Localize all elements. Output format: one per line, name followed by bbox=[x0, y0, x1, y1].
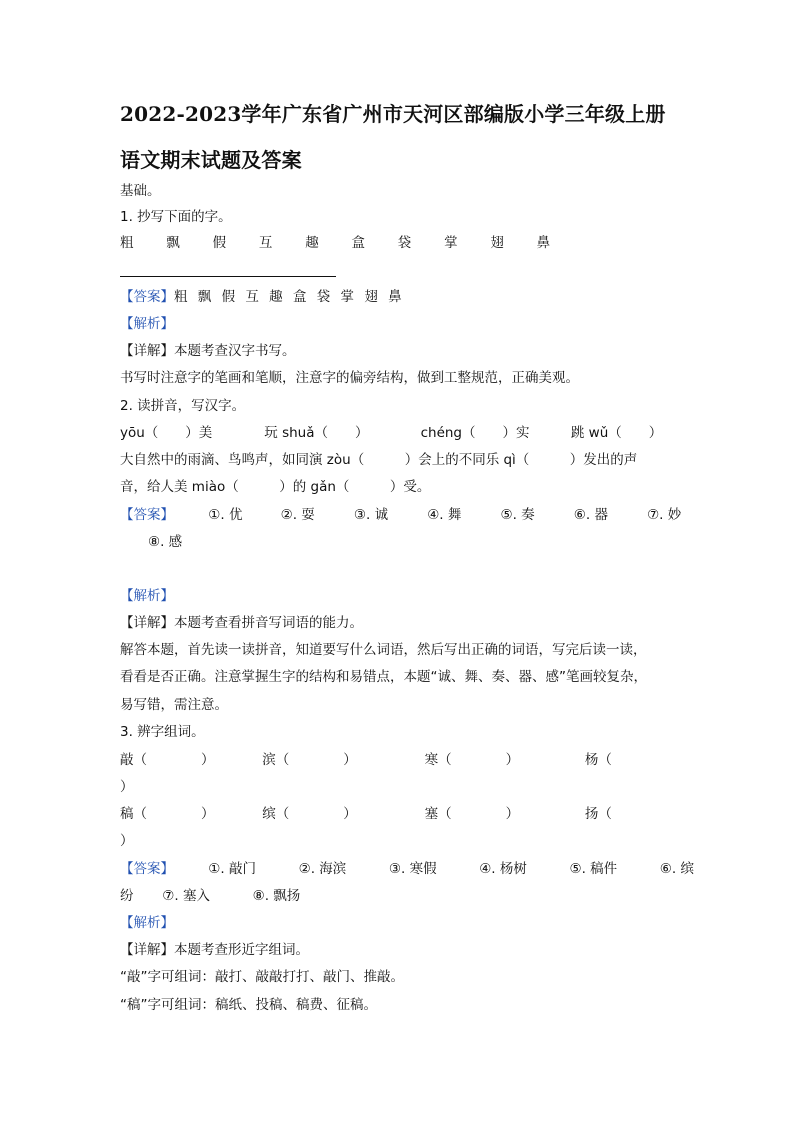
q2-answer-item: ⑤. 奏 bbox=[500, 507, 535, 523]
q1-prompt: 1. 抄写下面的字。 bbox=[120, 209, 232, 225]
q3-words-1: “敲”字可组词：敲打、敲敲打打、敲门、推敲。 bbox=[120, 969, 404, 985]
q3-item: 寒（ ） bbox=[424, 752, 520, 768]
q1-analysis-tag: 【解析】 bbox=[120, 316, 174, 332]
q3-detail: 【详解】本题考查形近字组词。 bbox=[120, 942, 309, 958]
q2-answer-item: ③. 诚 bbox=[353, 507, 389, 523]
q2-item: yōu（ ）美 bbox=[120, 425, 213, 441]
q2-item: 跳 wǔ（ ） bbox=[570, 425, 663, 441]
q3-item: 塞（ ） bbox=[424, 806, 520, 822]
q2-answer-last: ⑧. 感 bbox=[148, 534, 183, 550]
detail-tag: 【详解】 bbox=[120, 615, 174, 631]
q3-row2-end: ） bbox=[120, 833, 134, 849]
q3-prompt: 3. 辨字组词。 bbox=[120, 724, 205, 740]
q1-char: 翅 bbox=[490, 235, 504, 251]
q3-answer-item: 纷 bbox=[120, 888, 134, 904]
q3-answer-item: ①. 敲门 bbox=[208, 861, 256, 877]
q3-answer bbox=[120, 859, 694, 879]
q1-char: 鼻 bbox=[536, 235, 551, 251]
q3-answer-item: ⑥. 缤 bbox=[659, 861, 694, 877]
q1-char: 飘 bbox=[166, 235, 180, 251]
q1-char: 趣 bbox=[305, 235, 319, 251]
q1-char: 粗 bbox=[120, 235, 134, 251]
doc-title-line2: 语文期末试题及答案 bbox=[120, 148, 302, 172]
answer-tag: 【答案】 bbox=[120, 861, 174, 877]
q2-answer-item: ①. 优 bbox=[208, 507, 243, 523]
q2-analysis-tag: 【解析】 bbox=[120, 588, 174, 604]
q1-char-row bbox=[120, 233, 579, 253]
q2-prompt: 2. 读拼音，写汉字。 bbox=[120, 398, 246, 414]
q1-char: 互 bbox=[258, 235, 273, 251]
q1-char: 袋 bbox=[397, 235, 412, 251]
q2-item: chéng（ ）实 bbox=[420, 425, 530, 441]
q1-answer-text: 粗 飘 假 互 趣 盒 袋 掌 翅 鼻 bbox=[174, 289, 405, 305]
detail-tag: 【详解】 bbox=[120, 942, 174, 958]
q2-answer bbox=[120, 505, 681, 525]
q3-item: 缤（ ） bbox=[262, 806, 357, 822]
q3-answer-item: ⑧. 飘扬 bbox=[252, 888, 301, 904]
q3-row1-end: ） bbox=[120, 779, 134, 795]
q3-row2 bbox=[120, 804, 612, 824]
q2-para3: 易写错，需注意。 bbox=[120, 697, 228, 713]
q3-answer-item: ⑤. 稿件 bbox=[569, 861, 618, 877]
q2-answer-item: ④. 舞 bbox=[427, 507, 462, 523]
q3-words-2: “稿”字可组词：稿纸、投稿、稿费、征稿。 bbox=[120, 997, 377, 1013]
q3-item: 扬（ bbox=[584, 806, 612, 822]
answer-tag: 【答案】 bbox=[120, 507, 174, 523]
q3-answer-line2 bbox=[120, 886, 300, 906]
section-heading: 基础。 bbox=[120, 183, 161, 199]
q3-item: 稿（ ） bbox=[120, 806, 215, 822]
q2-pinyin-row1 bbox=[120, 423, 662, 443]
q2-sentence-line2: 音，给人美 miào（ ）的 gǎn（ ）受。 bbox=[120, 479, 431, 495]
q2-para2: 看看是否正确。注意掌握生字的结构和易错点，本题“诚、舞、奏、器、感”笔画较复杂， bbox=[120, 669, 647, 685]
q2-sentence-line1: 大自然中的雨滴、鸟鸣声，如同演 zòu（ ）会上的不同乐 qì（ ）发出的声 bbox=[120, 452, 638, 468]
q2-detail: 【详解】本题考查看拼音写词语的能力。 bbox=[120, 615, 363, 631]
q1-detail: 【详解】本题考查汉字书写。 bbox=[120, 343, 296, 359]
q2-answer-item: ②. 耍 bbox=[280, 507, 315, 523]
q3-answer-item: ②. 海滨 bbox=[298, 861, 347, 877]
detail-tag: 【详解】 bbox=[120, 343, 174, 359]
q3-row1 bbox=[120, 750, 612, 770]
q3-answer-item: ④. 杨树 bbox=[479, 861, 527, 877]
q1-note: 书写时注意字的笔画和笔顺，注意字的偏旁结构，做到工整规范，正确美观。 bbox=[120, 370, 579, 386]
q3-answer-item: ③. 寒假 bbox=[388, 861, 437, 877]
q2-item: 玩 shuǎ（ ） bbox=[264, 425, 369, 441]
q1-char: 盒 bbox=[351, 235, 365, 251]
q1-char: 掌 bbox=[444, 235, 458, 251]
q3-item: 滨（ ） bbox=[262, 752, 357, 768]
answer-tag: 【答案】 bbox=[120, 289, 174, 305]
q1-char: 假 bbox=[212, 235, 227, 251]
q3-item: 杨（ bbox=[584, 752, 612, 768]
q2-answer-item: ⑦. 妙 bbox=[647, 507, 682, 523]
q1-writing-line bbox=[120, 276, 336, 277]
doc-title-line1: 2022-2023学年广东省广州市天河区部编版小学三年级上册 bbox=[120, 102, 666, 126]
q2-answer-item: ⑥. 器 bbox=[573, 507, 608, 523]
q2-para1: 解答本题，首先读一读拼音，知道要写什么词语，然后写出正确的词语，写完后读一读， bbox=[120, 642, 647, 658]
q3-answer-item: ⑦. 塞入 bbox=[162, 888, 210, 904]
q3-analysis-tag: 【解析】 bbox=[120, 915, 174, 931]
q3-item: 敲（ ） bbox=[120, 752, 215, 768]
q1-answer bbox=[120, 287, 405, 307]
